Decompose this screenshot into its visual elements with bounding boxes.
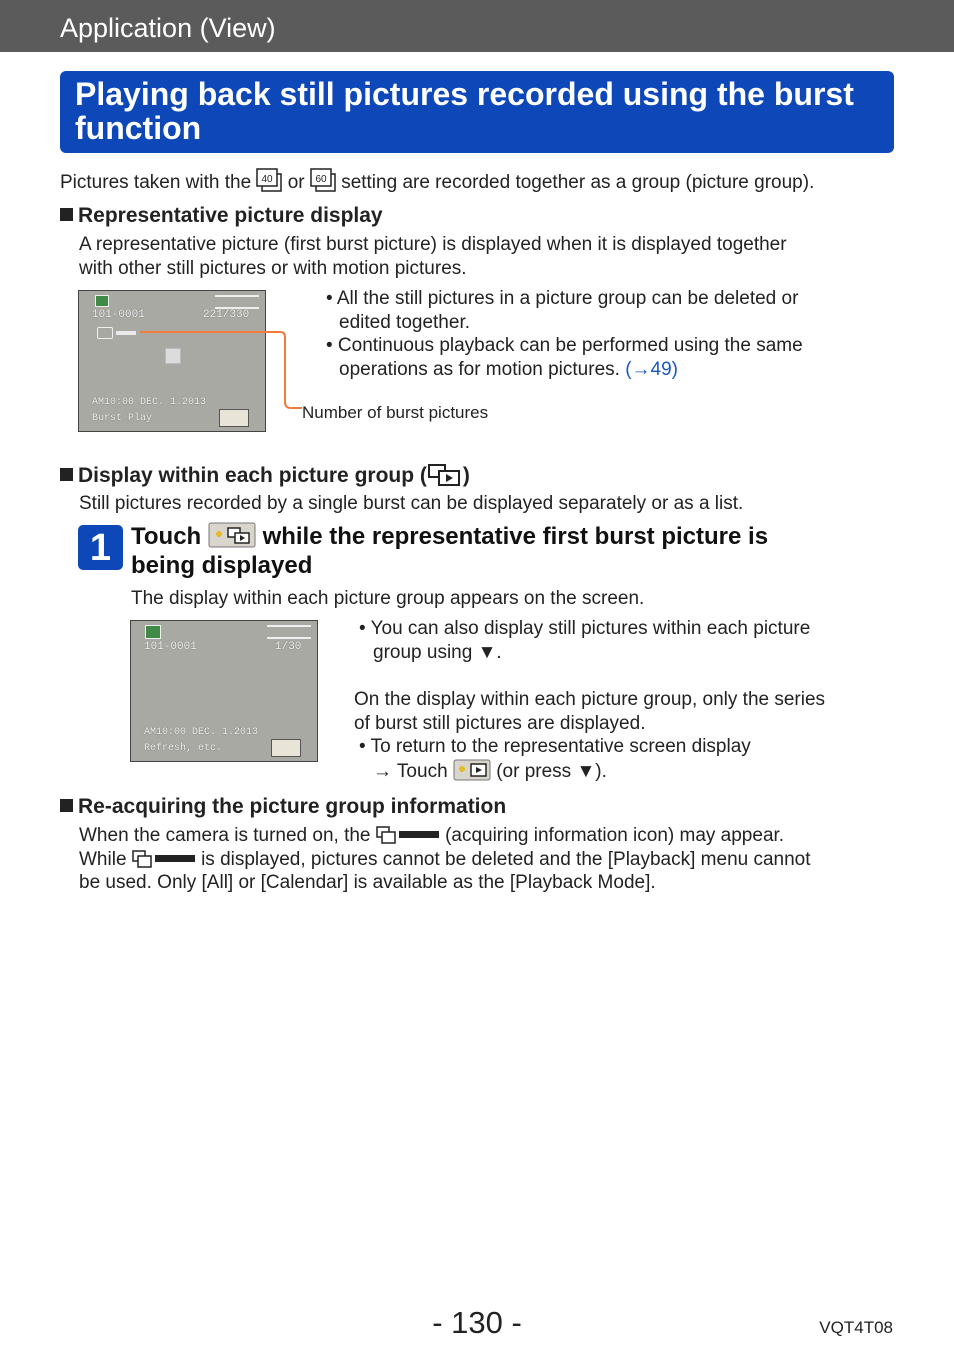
screen-burst-position: 1/30 bbox=[275, 641, 302, 653]
callout-label: Number of burst pictures bbox=[302, 403, 489, 422]
screen-date: AM10:00 DEC. 1.2013 bbox=[144, 727, 259, 738]
sec1-bullet2-line1: • Continuous playback can be performed using the same bbox=[326, 335, 803, 356]
sec3-line1: When the camera is turned on, the (acquiring information icon) may appear. bbox=[79, 825, 785, 846]
acquiring-information-icon bbox=[376, 825, 440, 845]
group-display-screen-image bbox=[130, 620, 318, 762]
screen-burst-count: 221/330 bbox=[203, 309, 250, 321]
intro-text: Pictures taken with the 40 or 60 setting are recorded together as a group (picture group). bbox=[60, 168, 814, 195]
step-instruction: Touch while the representative first burst picture is being displayed bbox=[131, 523, 769, 579]
sec2-note2-line1: • To return to the representative screen display bbox=[359, 736, 751, 757]
section-title: Application (View) bbox=[60, 13, 276, 43]
sec3-line2: While is displayed, pictures cannot be deleted and the [Playback] menu cannot bbox=[79, 849, 811, 870]
sec3-line3: be used. Only [All] or [Calendar] is available as the [Playback Mode]. bbox=[79, 872, 656, 893]
section-header-bar bbox=[0, 0, 954, 52]
sec2-para-line1: On the display within each picture group, only the series bbox=[354, 689, 826, 710]
burst-40-icon bbox=[256, 168, 282, 192]
status-icons bbox=[215, 295, 259, 309]
group-info-bar bbox=[116, 331, 136, 335]
square-bullet-icon bbox=[60, 799, 73, 812]
sec2-para-line2: of burst still pictures are displayed. bbox=[354, 713, 646, 734]
burst-60-icon bbox=[310, 168, 336, 192]
sec1-body-line1: A representative picture (first burst picture) is displayed when it is displayed together bbox=[79, 234, 787, 255]
section-heading-representative: Representative picture display bbox=[60, 204, 383, 228]
play-mode-icon bbox=[95, 295, 109, 307]
sec1-body-line2: with other still pictures or with motion pictures. bbox=[79, 258, 467, 279]
step-number-badge: 1 bbox=[78, 525, 123, 570]
sec1-bullet1-line1: • All the still pictures in a picture group can be deleted or bbox=[326, 288, 799, 309]
sec2-note2-line2: → Touch (or press ▼). bbox=[373, 761, 607, 782]
group-mode-icon bbox=[145, 625, 161, 639]
status-icons bbox=[267, 625, 311, 639]
return-button-icon bbox=[453, 759, 491, 781]
screen-file-number: 101-0001 bbox=[144, 641, 197, 653]
screen-file-number: 101-0001 bbox=[92, 309, 145, 321]
sec2-note1-line1: • You can also display still pictures within each picture bbox=[359, 618, 811, 639]
page-title: Playing back still pictures recorded using the burst function bbox=[75, 76, 854, 146]
burst-group-button-icon bbox=[208, 522, 256, 548]
sec2-note1-line2: group using ▼. bbox=[373, 642, 502, 663]
return-button-icon bbox=[271, 739, 301, 757]
section-heading-reacquire: Re-acquiring the picture group information bbox=[60, 795, 506, 819]
section-heading-group-display: Display within each picture group ( ) bbox=[60, 462, 470, 488]
page-title-banner bbox=[60, 71, 894, 153]
square-bullet-icon bbox=[60, 468, 73, 481]
sec2-body: Still pictures recorded by a single burst can be displayed separately or as a list. bbox=[79, 493, 744, 514]
document-code: VQT4T08 bbox=[819, 1318, 893, 1337]
picture-group-icon bbox=[427, 462, 463, 486]
acquiring-information-icon bbox=[132, 849, 196, 869]
group-info-icon bbox=[97, 327, 113, 339]
screen-action-label: Burst Play bbox=[92, 413, 153, 424]
page-reference-link[interactable]: (→49) bbox=[625, 359, 678, 380]
page-number: - 130 - bbox=[432, 1305, 522, 1340]
screen-action-label: Refresh, etc. bbox=[144, 743, 223, 754]
sec1-bullet1-line2: edited together. bbox=[339, 312, 470, 333]
square-bullet-icon bbox=[60, 208, 73, 221]
svg-text:60: 60 bbox=[315, 174, 327, 185]
screen-date: AM10:00 DEC. 1.2013 bbox=[92, 397, 207, 408]
sec1-bullet2-line2: operations as for motion pictures. (→49) bbox=[339, 359, 678, 380]
step-description: The display within each picture group appears on the screen. bbox=[131, 588, 645, 609]
svg-text:40: 40 bbox=[261, 174, 273, 185]
callout-line bbox=[140, 328, 310, 412]
